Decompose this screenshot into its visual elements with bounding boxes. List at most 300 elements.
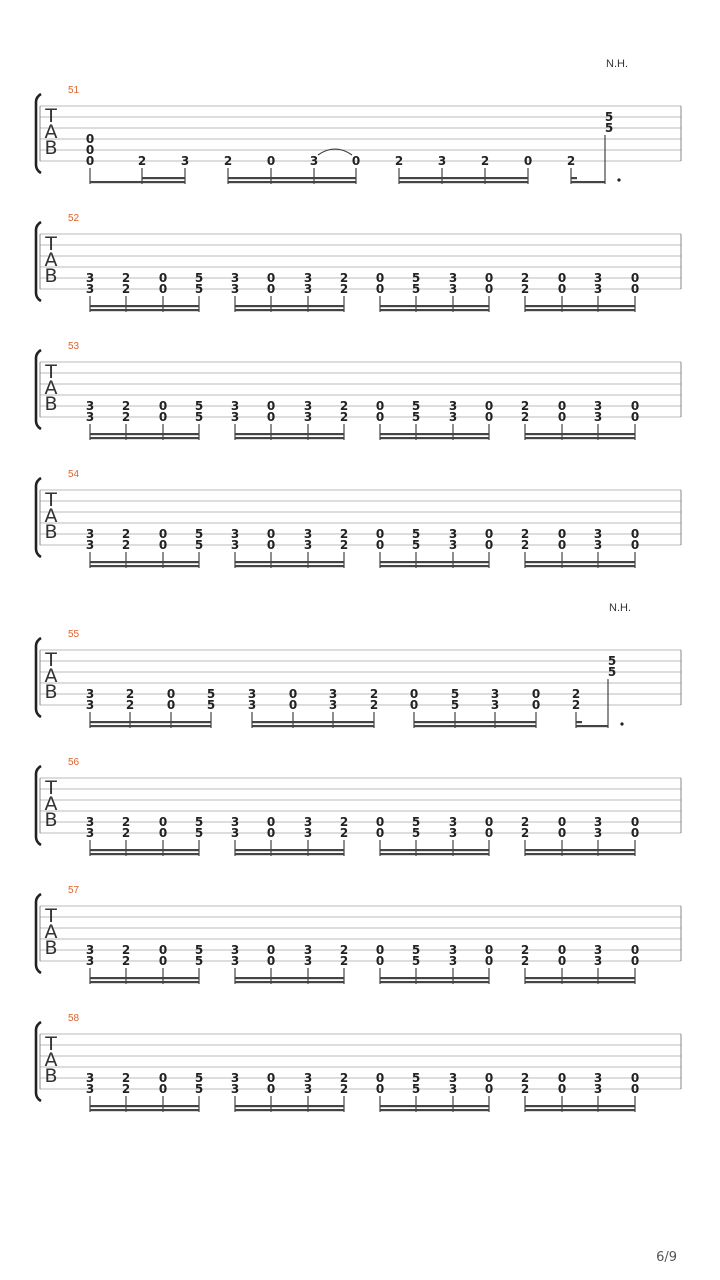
fret-number: 2 [223, 154, 233, 168]
beam-primary [525, 981, 635, 983]
fret-number: 0 [266, 154, 276, 168]
tab-clef-letter: B [44, 809, 58, 831]
tab-clef-letter: T [45, 1033, 57, 1055]
beam-secondary [414, 721, 536, 723]
fret-number: 2 [520, 538, 530, 552]
fret-number: 3 [85, 410, 95, 424]
fret-number: 0 [630, 943, 640, 957]
fret-number: 3 [85, 399, 95, 413]
beam-secondary [571, 177, 577, 179]
fret-number: 3 [437, 154, 447, 168]
beam-secondary [380, 561, 489, 563]
fret-number: 3 [303, 527, 313, 541]
fret-number: 0 [409, 698, 419, 712]
beam-primary [235, 565, 344, 567]
beam-secondary [252, 721, 374, 723]
fret-number: 3 [85, 527, 95, 541]
fret-number: 0 [531, 687, 541, 701]
fret-number: 0 [523, 154, 533, 168]
tab-clef-letter: B [44, 393, 58, 415]
tab-clef-letter: A [44, 1049, 58, 1071]
fret-number: 3 [85, 271, 95, 285]
fret-number: 0 [484, 538, 494, 552]
fret-number: 3 [593, 826, 603, 840]
fret-number: 0 [557, 815, 567, 829]
fret-number: 0 [266, 1071, 276, 1085]
tab-clef-letter: A [44, 793, 58, 815]
fret-number: 0 [557, 954, 567, 968]
fret-number: 0 [375, 1082, 385, 1096]
fret-number: 0 [557, 399, 567, 413]
fret-number: 0 [484, 826, 494, 840]
fret-number: 0 [288, 698, 298, 712]
fret-number: 2 [121, 1082, 131, 1096]
fret-number: 3 [303, 815, 313, 829]
fret-number: 2 [520, 271, 530, 285]
fret-number: 5 [194, 399, 204, 413]
fret-number: 5 [194, 954, 204, 968]
fret-number: 3 [448, 1071, 458, 1085]
fret-number: 0 [557, 943, 567, 957]
fret-number: 5 [194, 826, 204, 840]
fret-number: 5 [411, 282, 421, 296]
fret-number: 0 [266, 282, 276, 296]
fret-number: 3 [230, 271, 240, 285]
fret-number: 3 [230, 826, 240, 840]
fret-number: 0 [484, 271, 494, 285]
beam-secondary [525, 305, 635, 307]
fret-number: 0 [484, 815, 494, 829]
fret-number: 2 [520, 943, 530, 957]
beam-secondary [380, 305, 489, 307]
fret-number: 0 [266, 527, 276, 541]
fret-number: 0 [158, 943, 168, 957]
fret-number: 2 [339, 271, 349, 285]
fret-number: 3 [593, 527, 603, 541]
beam-primary [90, 565, 199, 567]
fret-number: 2 [520, 410, 530, 424]
beam-secondary [380, 433, 489, 435]
beam-primary [252, 725, 374, 727]
fret-number: 0 [375, 815, 385, 829]
fret-number: 0 [375, 826, 385, 840]
beam-secondary [228, 177, 356, 179]
fret-number: 3 [448, 826, 458, 840]
fret-number: 0 [158, 826, 168, 840]
fret-number: 3 [230, 943, 240, 957]
tab-clef-letter: A [44, 665, 58, 687]
fret-number: 2 [520, 815, 530, 829]
fret-number: 0 [266, 954, 276, 968]
fret-number: 2 [125, 687, 135, 701]
tab-system [36, 469, 681, 568]
beam-primary [380, 981, 489, 983]
fret-number: 0 [158, 954, 168, 968]
beam-secondary [235, 561, 344, 563]
fret-number: 0 [266, 410, 276, 424]
natural-harmonic-annotation: N.H. [606, 58, 628, 70]
fret-number: 5 [411, 527, 421, 541]
fret-number: 0 [409, 687, 419, 701]
fret-number: 5 [194, 538, 204, 552]
tab-clef-letter: T [45, 233, 57, 255]
measure-number: 55 [68, 629, 80, 640]
fret-number: 0 [288, 687, 298, 701]
tab-clef-letter: A [44, 505, 58, 527]
fret-number: 2 [339, 954, 349, 968]
beam-secondary [525, 1105, 635, 1107]
beam-primary [525, 1109, 635, 1111]
fret-number: 3 [230, 1071, 240, 1085]
fret-number: 0 [375, 538, 385, 552]
fret-number: 3 [230, 954, 240, 968]
fret-number: 3 [303, 410, 313, 424]
fret-number: 3 [230, 410, 240, 424]
fret-number: 0 [630, 410, 640, 424]
fret-number: 5 [194, 943, 204, 957]
beam-secondary [90, 305, 199, 307]
fret-number: 5 [194, 527, 204, 541]
fret-number: 3 [230, 527, 240, 541]
beam-primary [380, 565, 489, 567]
beam-secondary [380, 849, 489, 851]
fret-number: 2 [121, 527, 131, 541]
measure-number: 54 [68, 469, 80, 480]
fret-number: 3 [303, 399, 313, 413]
tab-system [36, 1013, 681, 1112]
beam-primary [380, 853, 489, 855]
fret-number: 2 [121, 538, 131, 552]
fret-number: 2 [125, 698, 135, 712]
tab-system [36, 341, 681, 440]
fret-number: 2 [520, 527, 530, 541]
beam-primary [525, 437, 635, 439]
fret-number: 0 [484, 527, 494, 541]
fret-number: 0 [630, 1082, 640, 1096]
fret-number: 5 [411, 1082, 421, 1096]
fret-number: 0 [85, 154, 95, 168]
beam-primary [90, 853, 199, 855]
tab-clef-letter: A [44, 121, 58, 143]
fret-number: 5 [194, 1071, 204, 1085]
fret-number: 3 [448, 815, 458, 829]
fret-number: 0 [484, 399, 494, 413]
fret-number: 2 [339, 538, 349, 552]
measure-number: 52 [68, 213, 80, 224]
fret-number: 0 [531, 698, 541, 712]
beam-primary [380, 1109, 489, 1111]
fret-number: 3 [85, 815, 95, 829]
fret-number: 3 [303, 271, 313, 285]
beam-secondary [90, 1105, 199, 1107]
fret-number: 5 [411, 815, 421, 829]
fret-number: 0 [375, 271, 385, 285]
fret-number: 5 [411, 271, 421, 285]
fret-number: 3 [309, 154, 319, 168]
tab-clef-letter: T [45, 361, 57, 383]
beam-secondary [235, 433, 344, 435]
fret-number: 0 [557, 1071, 567, 1085]
fret-number: 3 [85, 1071, 95, 1085]
fret-number: 3 [303, 1071, 313, 1085]
fret-number: 3 [593, 954, 603, 968]
fret-number: 3 [490, 698, 500, 712]
fret-number: 3 [247, 698, 257, 712]
beam-secondary [142, 177, 185, 179]
fret-number: 3 [593, 1082, 603, 1096]
fret-number: 0 [557, 527, 567, 541]
fret-number: 3 [85, 826, 95, 840]
fret-number: 2 [339, 527, 349, 541]
fret-number: 0 [630, 527, 640, 541]
fret-number: 3 [593, 399, 603, 413]
rhythm-dot [620, 722, 623, 725]
fret-number: 2 [339, 826, 349, 840]
fret-number: 0 [158, 815, 168, 829]
beam-primary [235, 437, 344, 439]
fret-number: 2 [339, 1071, 349, 1085]
fret-number: 2 [571, 698, 581, 712]
fret-number: 3 [328, 687, 338, 701]
beam-secondary [525, 849, 635, 851]
tab-clef-letter: B [44, 681, 58, 703]
fret-number: 2 [520, 826, 530, 840]
fret-number: 0 [375, 282, 385, 296]
fret-number: 2 [121, 399, 131, 413]
fret-number: 0 [484, 282, 494, 296]
fret-number: 2 [121, 282, 131, 296]
fret-number: 5 [604, 121, 614, 135]
beam-secondary [380, 1105, 489, 1107]
beam-secondary [235, 977, 344, 979]
fret-number: 2 [520, 282, 530, 296]
fret-number: 2 [121, 943, 131, 957]
beam-secondary [525, 561, 635, 563]
fret-number: 0 [266, 1082, 276, 1096]
fret-number: 5 [194, 410, 204, 424]
beam-secondary [525, 433, 635, 435]
fret-number: 5 [194, 271, 204, 285]
fret-number: 0 [266, 538, 276, 552]
fret-number: 0 [375, 410, 385, 424]
beam-primary [525, 565, 635, 567]
beam-secondary [90, 977, 199, 979]
fret-number: 0 [557, 826, 567, 840]
fret-number: 0 [266, 943, 276, 957]
beam-primary [235, 309, 344, 311]
fret-number: 3 [85, 687, 95, 701]
beam-secondary [576, 721, 582, 723]
fret-number: 0 [630, 954, 640, 968]
fret-number: 3 [448, 527, 458, 541]
fret-number: 5 [607, 665, 617, 679]
fret-number: 0 [266, 815, 276, 829]
beam-secondary [90, 721, 211, 723]
fret-number: 3 [593, 282, 603, 296]
fret-number: 0 [158, 527, 168, 541]
fret-number: 2 [121, 410, 131, 424]
beam-primary [90, 437, 199, 439]
fret-number: 5 [450, 687, 460, 701]
fret-number: 2 [520, 1082, 530, 1096]
fret-number: 5 [411, 954, 421, 968]
fret-number: 5 [411, 943, 421, 957]
fret-number: 3 [448, 954, 458, 968]
fret-number: 0 [158, 399, 168, 413]
beam-primary [380, 437, 489, 439]
fret-number: 3 [490, 687, 500, 701]
fret-number: 2 [121, 954, 131, 968]
beam-secondary [235, 305, 344, 307]
fret-number: 3 [593, 815, 603, 829]
beam-primary [235, 853, 344, 855]
beam-primary [525, 853, 635, 855]
fret-number: 3 [303, 943, 313, 957]
fret-number: 3 [593, 538, 603, 552]
fret-number: 3 [247, 687, 257, 701]
tab-clef-letter: T [45, 489, 57, 511]
fret-number: 2 [520, 954, 530, 968]
fret-number: 2 [339, 282, 349, 296]
fret-number: 3 [448, 943, 458, 957]
fret-number: 0 [557, 410, 567, 424]
fret-number: 0 [484, 1082, 494, 1096]
fret-number: 2 [369, 687, 379, 701]
tab-system [36, 602, 681, 728]
fret-number: 0 [484, 954, 494, 968]
fret-number: 3 [230, 399, 240, 413]
beam-primary [414, 725, 536, 727]
beam-primary [235, 981, 344, 983]
tab-clef-letter: A [44, 921, 58, 943]
tab-clef-letter: B [44, 265, 58, 287]
fret-number: 2 [121, 1071, 131, 1085]
beam-secondary [525, 977, 635, 979]
fret-number: 2 [339, 943, 349, 957]
fret-number: 3 [448, 1082, 458, 1096]
fret-number: 3 [448, 399, 458, 413]
fret-number: 3 [303, 538, 313, 552]
fret-number: 3 [180, 154, 190, 168]
beam-secondary [235, 849, 344, 851]
fret-number: 0 [266, 271, 276, 285]
fret-number: 3 [85, 282, 95, 296]
natural-harmonic-annotation: N.H. [609, 602, 631, 614]
tab-clef-letter: B [44, 137, 58, 159]
fret-number: 2 [121, 826, 131, 840]
fret-number: 5 [411, 1071, 421, 1085]
fret-number: 3 [593, 271, 603, 285]
fret-number: 2 [571, 687, 581, 701]
fret-number: 0 [630, 826, 640, 840]
fret-number: 0 [557, 271, 567, 285]
fret-number: 3 [230, 282, 240, 296]
fret-number: 3 [593, 410, 603, 424]
fret-number: 3 [303, 282, 313, 296]
fret-number: 3 [593, 1071, 603, 1085]
fret-number: 3 [328, 698, 338, 712]
fret-number: 0 [85, 132, 95, 146]
fret-number: 0 [158, 538, 168, 552]
tab-clef-letter: B [44, 1065, 58, 1087]
tab-clef-letter: B [44, 937, 58, 959]
fret-number: 5 [411, 399, 421, 413]
fret-number: 0 [630, 399, 640, 413]
beam-secondary [90, 561, 199, 563]
fret-number: 3 [303, 954, 313, 968]
fret-number: 0 [557, 282, 567, 296]
fret-number: 0 [630, 815, 640, 829]
fret-number: 5 [206, 687, 216, 701]
measure-number: 56 [68, 757, 80, 768]
page-number: 6/9 [656, 1250, 677, 1265]
fret-number: 3 [448, 282, 458, 296]
fret-number: 3 [85, 1082, 95, 1096]
tab-clef-letter: T [45, 649, 57, 671]
fret-number: 0 [158, 1082, 168, 1096]
fret-number: 0 [166, 698, 176, 712]
fret-number: 3 [448, 271, 458, 285]
fret-number: 5 [411, 410, 421, 424]
beam-primary [235, 1109, 344, 1111]
tab-clef-letter: A [44, 377, 58, 399]
fret-number: 0 [484, 943, 494, 957]
beam-secondary [235, 1105, 344, 1107]
measure-number: 58 [68, 1013, 80, 1024]
fret-number: 2 [480, 154, 490, 168]
fret-number: 2 [369, 698, 379, 712]
fret-number: 0 [158, 271, 168, 285]
fret-number: 0 [166, 687, 176, 701]
fret-number: 0 [630, 1071, 640, 1085]
fret-number: 5 [411, 826, 421, 840]
fret-number: 3 [85, 698, 95, 712]
fret-number: 2 [137, 154, 147, 168]
fret-number: 3 [448, 538, 458, 552]
fret-number: 0 [375, 399, 385, 413]
fret-number: 5 [604, 110, 614, 124]
beam-primary [380, 309, 489, 311]
beam-primary [90, 1109, 199, 1111]
fret-number: 3 [230, 1082, 240, 1096]
beam-secondary [90, 433, 199, 435]
fret-number: 0 [630, 282, 640, 296]
fret-number: 5 [607, 654, 617, 668]
fret-number: 5 [206, 698, 216, 712]
beam-primary [228, 181, 356, 183]
fret-number: 0 [351, 154, 361, 168]
rhythm-dot [617, 178, 620, 181]
fret-number: 5 [194, 1082, 204, 1096]
fret-number: 0 [158, 282, 168, 296]
fret-number: 0 [557, 1082, 567, 1096]
fret-number: 2 [121, 815, 131, 829]
fret-number: 2 [121, 271, 131, 285]
fret-number: 3 [230, 538, 240, 552]
fret-number: 5 [450, 698, 460, 712]
fret-number: 2 [394, 154, 404, 168]
fret-number: 0 [630, 271, 640, 285]
beam-secondary [90, 849, 199, 851]
fret-number: 2 [339, 410, 349, 424]
fret-number: 0 [630, 538, 640, 552]
fret-number: 0 [375, 527, 385, 541]
fret-number: 3 [448, 410, 458, 424]
beam-primary [571, 181, 605, 183]
fret-number: 0 [375, 943, 385, 957]
tab-system [36, 213, 681, 312]
fret-number: 3 [303, 1082, 313, 1096]
